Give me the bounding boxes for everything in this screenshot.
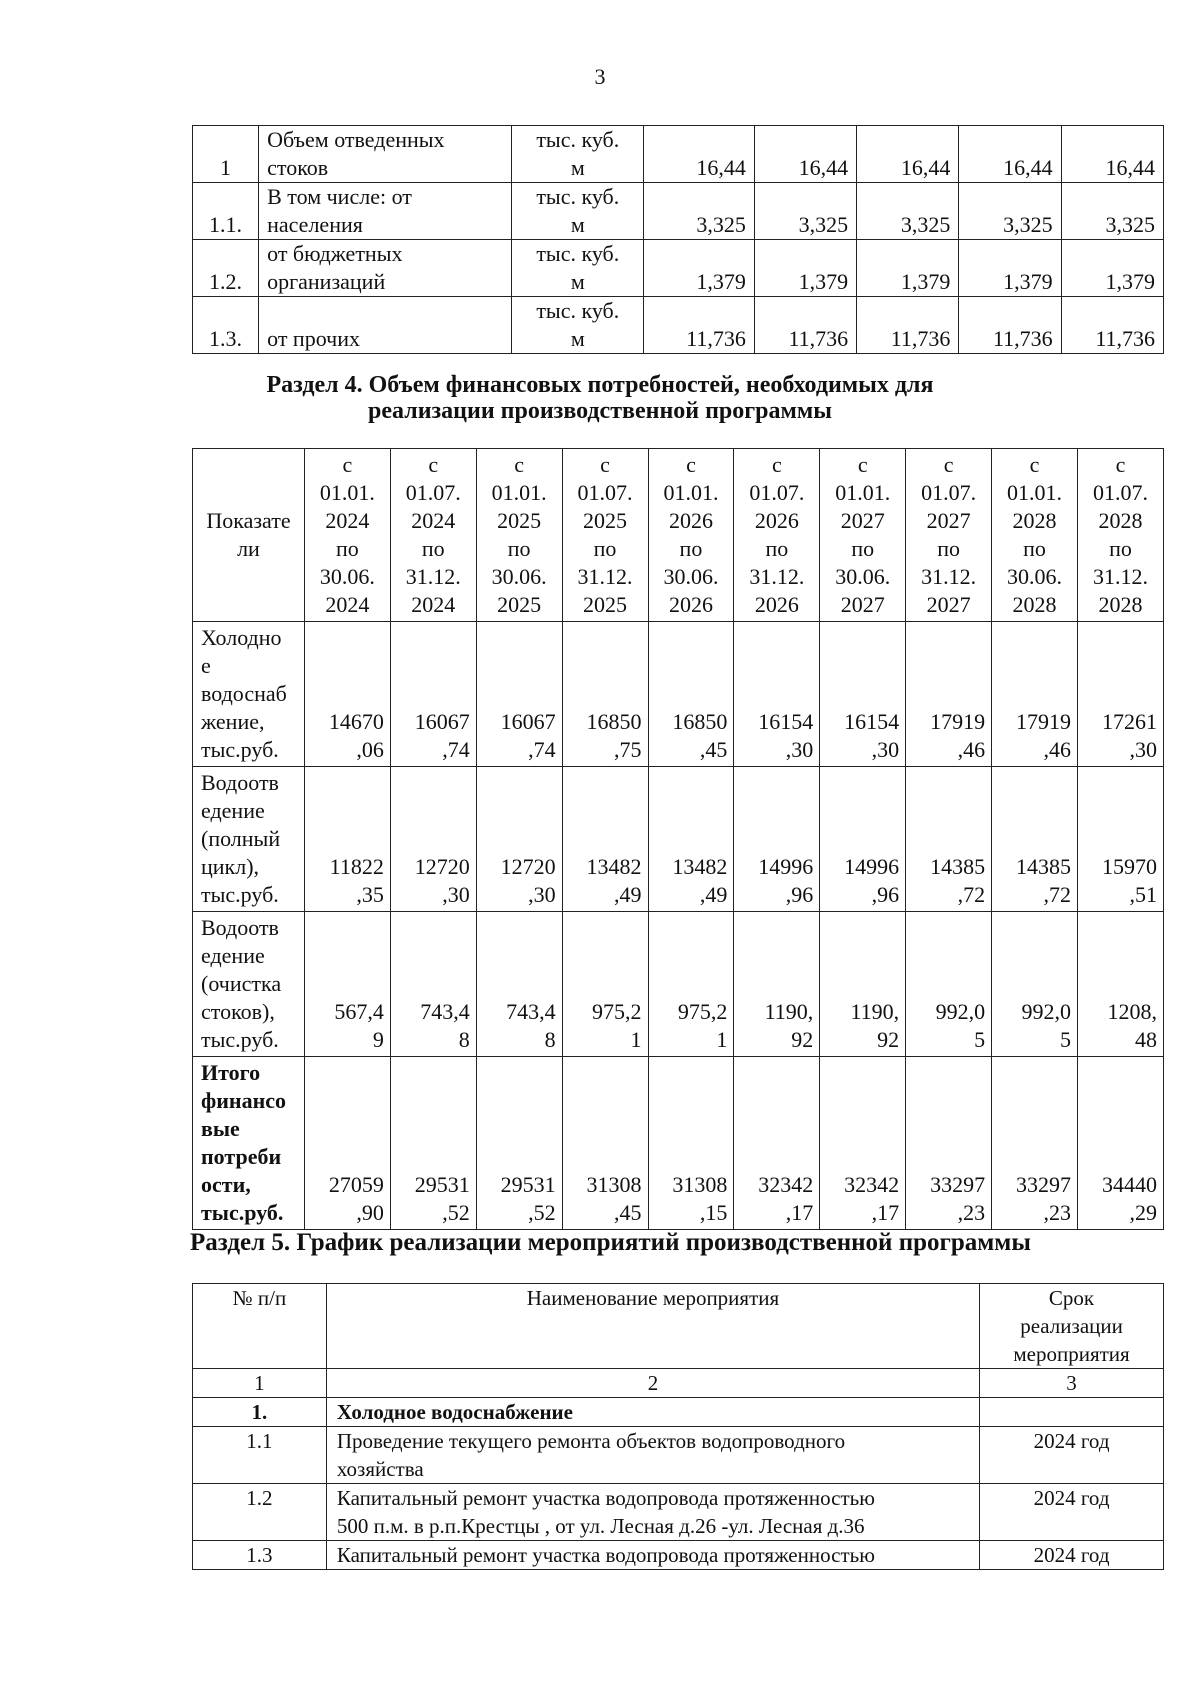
header-term: Срок реализации мероприятия [980,1284,1164,1369]
row-number: 1.3. [193,297,259,354]
table-row [193,767,1164,912]
table-row [193,1427,1164,1484]
row-name: от бюджетных организаций [259,240,512,297]
value-cell: 15970 ,51 [1077,767,1163,912]
value-cell: 12720 ,30 [476,767,562,912]
value-cell: 1190, 92 [734,912,820,1057]
activity-name: Холодное водоснабжение [326,1398,979,1427]
value-cell: 34440 ,29 [1077,1057,1163,1230]
activity-name: Проведение текущего ремонта объектов водопроводного хозяйства [326,1427,979,1484]
period-header: с 01.01. 2026 по 30.06. 2026 [648,449,734,622]
value-cell: 14996 ,96 [734,767,820,912]
value-cell: 16,44 [644,126,755,183]
table-row [193,622,1164,767]
activity-term [980,1398,1164,1427]
value-cell: 11,736 [959,297,1061,354]
period-header: с 01.07. 2028 по 31.12. 2028 [1077,449,1163,622]
indicator-label: Водоотв едение (очистка стоков), тыс.руб. [193,912,305,1057]
value-cell: 11,736 [857,297,959,354]
value-cell: 13482 ,49 [562,767,648,912]
period-header: с 01.07. 2025 по 31.12. 2025 [562,449,648,622]
activity-name: Капитальный ремонт участка водопровода протяженностью [326,1541,979,1570]
value-cell: 567,4 9 [304,912,390,1057]
value-cell: 31308 ,45 [562,1057,648,1230]
row-name: от прочих [259,297,512,354]
table-row [193,183,1164,240]
period-header: с 01.01. 2025 по 30.06. 2025 [476,449,562,622]
table-row [193,912,1164,1057]
activity-term: 2024 год [980,1484,1164,1541]
value-cell: 17919 ,46 [992,622,1078,767]
table-row [193,1398,1164,1427]
value-cell: 16,44 [754,126,856,183]
header-activity: Наименование мероприятия [326,1284,979,1369]
column-number: 2 [326,1369,979,1398]
value-cell: 12720 ,30 [390,767,476,912]
value-cell: 975,2 1 [648,912,734,1057]
table-row [193,240,1164,297]
value-cell: 29531 ,52 [476,1057,562,1230]
period-header: с 01.01. 2028 по 30.06. 2028 [992,449,1078,622]
period-header: с 01.01. 2024 по 30.06. 2024 [304,449,390,622]
table-header-row [193,1284,1164,1369]
table-header-row [193,449,1164,622]
row-number: 1.2 [193,1484,327,1541]
value-cell: 3,325 [959,183,1061,240]
value-cell: 14385 ,72 [992,767,1078,912]
row-name: Объем отведенных стоков [259,126,512,183]
value-cell: 14996 ,96 [820,767,906,912]
indicator-header: Показате ли [193,449,305,622]
table-row [193,1057,1164,1230]
indicator-label: Холодно е водоснаб жение, тыс.руб. [193,622,305,767]
row-unit: тыс. куб. м [512,126,644,183]
value-cell: 11,736 [1061,297,1163,354]
table-row [193,126,1164,183]
row-number: 1.1. [193,183,259,240]
value-cell: 1,379 [644,240,755,297]
value-cell: 11,736 [754,297,856,354]
activity-term: 2024 год [980,1427,1164,1484]
value-cell: 16850 ,75 [562,622,648,767]
value-cell: 16154 ,30 [734,622,820,767]
period-header: с 01.07. 2027 по 31.12. 2027 [906,449,992,622]
row-number: 1. [193,1398,327,1427]
value-cell: 975,2 1 [562,912,648,1057]
indicator-label: Итого финансо вые потреби ости, тыс.руб. [193,1057,305,1230]
value-cell: 992,0 5 [906,912,992,1057]
value-cell: 1,379 [959,240,1061,297]
value-cell: 17261 ,30 [1077,622,1163,767]
table-row [193,1541,1164,1570]
row-unit: тыс. куб. м [512,297,644,354]
value-cell: 1208, 48 [1077,912,1163,1057]
value-cell: 743,4 8 [390,912,476,1057]
value-cell: 16067 ,74 [390,622,476,767]
value-cell: 1,379 [857,240,959,297]
value-cell: 33297 ,23 [992,1057,1078,1230]
value-cell: 11822 ,35 [304,767,390,912]
row-number: 1.3 [193,1541,327,1570]
value-cell: 16850 ,45 [648,622,734,767]
value-cell: 14670 ,06 [304,622,390,767]
value-cell: 29531 ,52 [390,1057,476,1230]
value-cell: 32342 ,17 [734,1057,820,1230]
section-4-title: Раздел 4. Объем финансовых потребностей, необходимых для реализации производственной программы [266,372,934,424]
value-cell: 16,44 [959,126,1061,183]
column-number: 1 [193,1369,327,1398]
financial-needs-table [192,448,1164,1230]
value-cell: 13482 ,49 [648,767,734,912]
value-cell: 27059 ,90 [304,1057,390,1230]
row-number: 1.1 [193,1427,327,1484]
value-cell: 1190, 92 [820,912,906,1057]
value-cell: 16,44 [1061,126,1163,183]
column-number: 3 [980,1369,1164,1398]
column-numbers-row [193,1369,1164,1398]
period-header: с 01.01. 2027 по 30.06. 2027 [820,449,906,622]
row-unit: тыс. куб. м [512,240,644,297]
page-number: 3 [594,64,606,89]
table-row [193,1484,1164,1541]
value-cell: 16154 ,30 [820,622,906,767]
value-cell: 32342 ,17 [820,1057,906,1230]
value-cell: 11,736 [644,297,755,354]
value-cell: 33297 ,23 [906,1057,992,1230]
value-cell: 1,379 [754,240,856,297]
table-row [193,297,1164,354]
activity-name: Капитальный ремонт участка водопровода протяженностью 500 п.м. в р.п.Крестцы , от ул. Лесная д.26 -ул. Лесная д.36 [326,1484,979,1541]
row-number: 1.2. [193,240,259,297]
row-number: 1 [193,126,259,183]
value-cell: 14385 ,72 [906,767,992,912]
value-cell: 17919 ,46 [906,622,992,767]
value-cell: 3,325 [644,183,755,240]
value-cell: 3,325 [857,183,959,240]
value-cell: 16067 ,74 [476,622,562,767]
activity-term: 2024 год [980,1541,1164,1570]
value-cell: 992,0 5 [992,912,1078,1057]
value-cell: 3,325 [754,183,856,240]
value-cell: 743,4 8 [476,912,562,1057]
outflow-volume-table [192,125,1164,354]
value-cell: 31308 ,15 [648,1057,734,1230]
period-header: с 01.07. 2024 по 31.12. 2024 [390,449,476,622]
value-cell: 1,379 [1061,240,1163,297]
schedule-table [192,1283,1164,1570]
header-number: № п/п [193,1284,327,1369]
value-cell: 3,325 [1061,183,1163,240]
row-name: В том числе: от населения [259,183,512,240]
period-header: с 01.07. 2026 по 31.12. 2026 [734,449,820,622]
section-5-title: Раздел 5. График реализации мероприятий производственной программы [190,1229,1031,1256]
value-cell: 16,44 [857,126,959,183]
indicator-label: Водоотв едение (полный цикл), тыс.руб. [193,767,305,912]
row-unit: тыс. куб. м [512,183,644,240]
